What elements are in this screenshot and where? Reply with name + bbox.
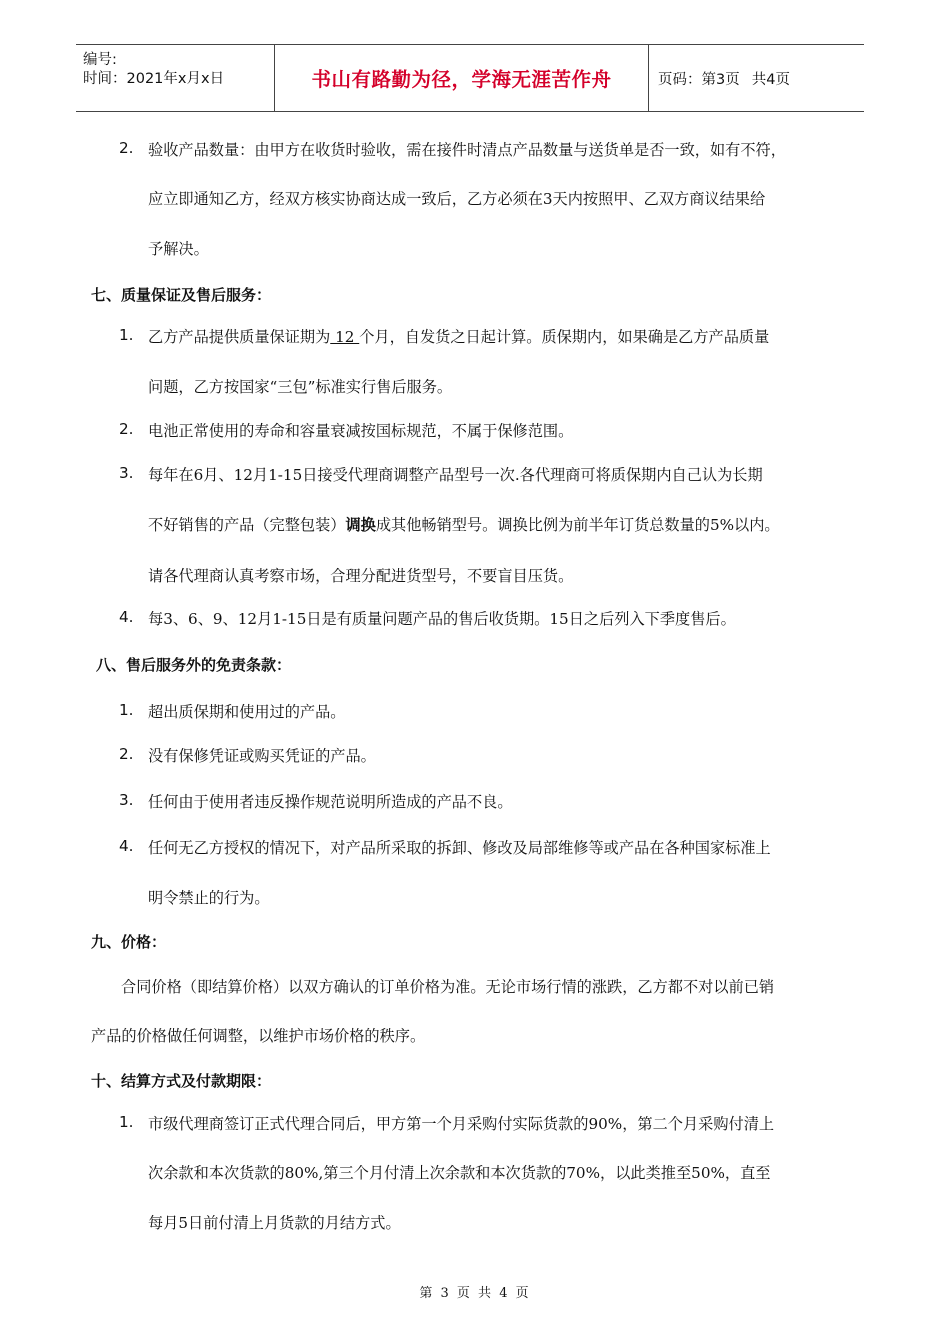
paragraph-line	[148, 326, 769, 347]
section-heading: 八、售后服务外的免责条款：	[96, 656, 292, 674]
total-label: 共4页	[751, 71, 790, 88]
paragraph-line: 予解决。	[148, 240, 209, 258]
paragraph-line: 任何由于使用者违反操作规范说明所造成的产品不良。	[148, 793, 513, 811]
paragraph-line: 问题，乙方按国家“三包”标准实行售后服务。	[148, 378, 453, 396]
paragraph-line: 超出质保期和使用过的产品。	[148, 703, 346, 721]
list-number: 3.	[119, 791, 134, 809]
paragraph-line: 明令禁止的行为。	[148, 889, 270, 907]
section-heading: 十、结算方式及付款期限：	[91, 1072, 272, 1090]
paragraph-line: 应立即通知乙方，经双方核实协商达成一致后，乙方必须在3天内按照甲、乙双方商议结果给	[148, 190, 766, 208]
text-run: 不好销售的产品（完整包装）	[148, 516, 346, 534]
text-run: 乙方产品提供质量保证期为	[148, 328, 331, 346]
paragraph-line: 任何无乙方授权的情况下，对产品所采取的拆卸、修改及局部维修等或产品在各种国家标准上	[148, 839, 771, 857]
time-label: 时间：2021年x月x日	[83, 71, 225, 87]
section-heading: 七、质量保证及售后服务：	[91, 286, 272, 304]
list-number: 1.	[119, 701, 134, 719]
header-motto: 书山有路勤为径，学海无涯苦作舟	[275, 45, 649, 111]
page-label: 页码：第3页	[658, 71, 740, 88]
paragraph-line: 产品的价格做任何调整，以维护市场价格的秩序。	[91, 1027, 426, 1045]
serial-label: 编号:	[83, 52, 117, 68]
paragraph-line: 每3、6、9、12月1-15日是有质量问题产品的售后收货期。15日之后列入下季度售后。	[148, 610, 736, 628]
text-run: 个月，自发货之日起计算。质保期内，如果确是乙方产品质量	[359, 328, 770, 346]
paragraph-line: 没有保修凭证或购买凭证的产品。	[148, 747, 376, 765]
list-number: 1.	[119, 326, 134, 344]
list-number: 4.	[119, 608, 134, 626]
paragraph-line: 请各代理商认真考察市场，合理分配进货型号，不要盲目压货。	[148, 567, 574, 585]
paragraph-line: 验收产品数量：由甲方在收货时验收，需在接件时清点产品数量与送货单是否一致，如有不符，	[148, 141, 786, 159]
list-number: 4.	[119, 837, 134, 855]
list-number: 1.	[119, 1113, 134, 1131]
underlined-value: 12	[330, 328, 360, 346]
paragraph-line: 次余款和本次货款的80%,第三个月付清上次余款和本次货款的70%，以此类推至50%，直至	[148, 1164, 771, 1182]
section-heading: 九、价格：	[91, 933, 167, 951]
paragraph-line: 合同价格（即结算价格）以双方确认的订单价格为准。无论市场行情的涨跌，乙方都不对以前已销	[121, 978, 775, 996]
paragraph-line: 每月5日前付清上月货款的月结方式。	[148, 1214, 401, 1232]
bold-text: 调换	[345, 516, 376, 534]
paragraph-line	[148, 514, 780, 535]
list-number: 2.	[119, 745, 134, 763]
list-number: 2.	[119, 420, 134, 438]
page-footer: 第 3 页 共 4 页	[419, 1286, 531, 1301]
list-number: 3.	[119, 464, 134, 482]
paragraph-line: 电池正常使用的寿命和容量衰减按国标规范，不属于保修范围。	[148, 422, 574, 440]
paragraph-line: 每年在6月、12月1-15日接受代理商调整产品型号一次.各代理商可将质保期内自己认为长期	[148, 466, 763, 484]
list-number: 2.	[119, 139, 134, 157]
text-run: 成其他畅销型号。调换比例为前半年订货总数量的5%以内。	[375, 516, 780, 534]
paragraph-line: 市级代理商签订正式代理合同后，甲方第一个月采购付实际货款的90%，第二个月采购付清上	[148, 1115, 775, 1133]
